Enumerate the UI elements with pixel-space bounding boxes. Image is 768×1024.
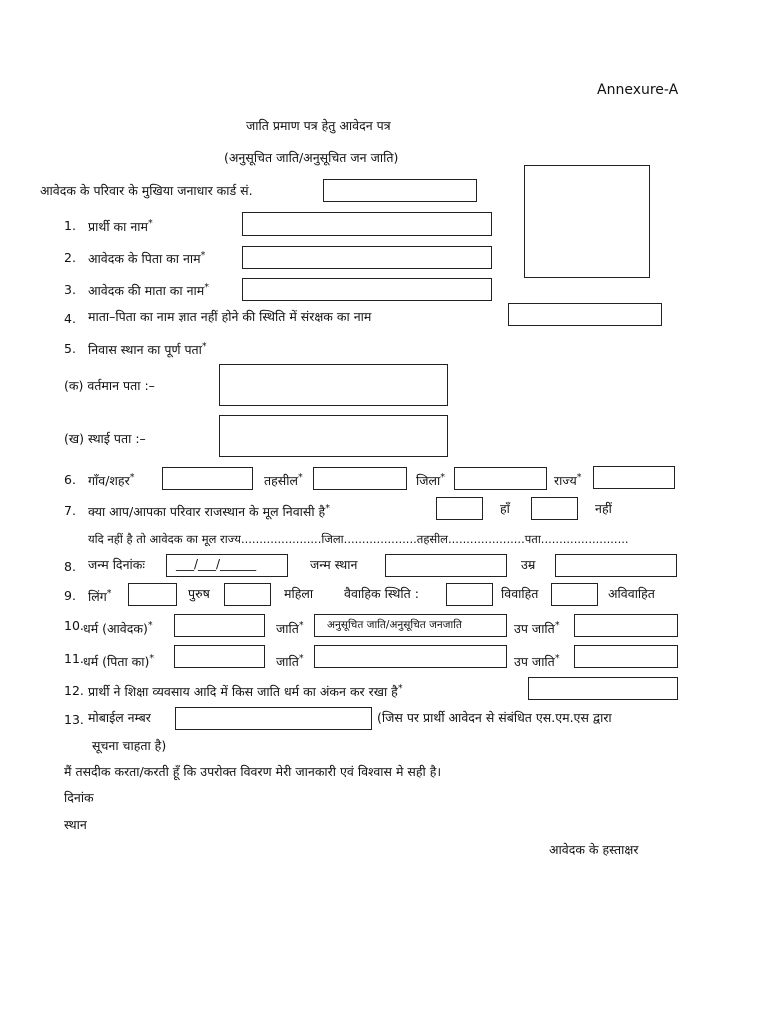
applicant-name-input[interactable] [242,212,492,236]
state-label: राज्य* [554,472,582,489]
district-label: जिला* [416,472,445,489]
native-state-line: यदि नहीं है तो आवेदक का मूल राज्य......................जिला....................तहसील.....................पता........................ [88,532,629,546]
subcaste-father-input[interactable] [574,645,678,668]
gender-label: लिंग* [88,588,112,605]
item-number-12: 12. [64,683,84,698]
father-name-input[interactable] [242,246,492,269]
mother-name-label: आवेदक की माता का नाम* [88,282,210,299]
current-address-label: (क) वर्तमान पता :– [64,378,155,393]
item-number-9: 9. [64,588,76,603]
item-number-5: 5. [64,341,76,356]
current-address-input[interactable] [219,364,448,406]
applicant-name-label: प्रार्थी का नाम* [88,218,153,235]
birthplace-input[interactable] [385,554,507,577]
religion-label: धर्म (आवेदक)* [83,620,153,637]
janaadhar-label: आवेदक के परिवार के मुखिया जनाधार कार्ड सं. [40,183,253,198]
subcaste-input[interactable] [574,614,678,637]
place-label: स्थान [64,817,87,832]
marital-status-label: वैवाहिक स्थिति : [344,586,419,601]
declaration-text: मैं तसदीक करता/करती हूँ कि उपरोक्त विवरण मेरी जानकारी एवं विश्वास मे सही है। [64,764,442,779]
married-label: विवाहित [501,586,539,601]
native-yes-label: हाँ [500,501,510,516]
village-label: गाँव/शहर* [88,472,135,489]
item-number-4: 4. [64,311,76,326]
item-number-3: 3. [64,282,76,297]
mobile-note-line2: सूचना चाहता है) [92,738,167,753]
date-label: दिनांक [64,790,94,805]
native-question-label: क्या आप/आपका परिवार राजस्थान के मूल निवासी है* [88,503,330,520]
permanent-address-input[interactable] [219,415,448,457]
caste-select[interactable] [314,614,507,637]
tehsil-input[interactable] [313,467,407,490]
native-no-label: नहीं [595,501,612,516]
tehsil-label: तहसील* [264,472,303,489]
annexure-label: Annexure-A [597,82,679,98]
gender-male-box[interactable] [128,583,177,606]
religion-father-label: धर्म (पिता का)* [83,653,155,670]
mobile-label: मोबाईल नम्बर [88,710,151,725]
item-number-8: 8. [64,559,76,574]
permanent-address-label: (ख) स्थाई पता :– [64,431,146,446]
dob-input[interactable] [166,554,288,577]
birthplace-label: जन्म स्थान [310,557,358,572]
item-number-1: 1. [64,218,76,233]
form-title: जाति प्रमाण पत्र हेतु आवेदन पत्र [246,118,391,133]
janaadhar-input[interactable] [323,179,477,202]
district-input[interactable] [454,467,547,490]
native-yes-box[interactable] [436,497,483,520]
father-name-label: आवेदक के पिता का नाम* [88,250,206,267]
item-number-10: 10. [64,618,84,633]
caste-recorded-input[interactable] [528,677,678,700]
caste-recorded-label: प्रार्थी ने शिक्षा व्यवसाय आदि में किस जाति धर्म का अंकन कर रखा है* [88,683,403,700]
native-no-box[interactable] [531,497,578,520]
item-number-13: 13. [64,712,84,727]
mobile-input[interactable] [175,707,372,730]
mother-name-input[interactable] [242,278,492,301]
full-address-label: निवास स्थान का पूर्ण पता* [88,341,207,358]
gender-female-box[interactable] [224,583,271,606]
guardian-name-label: माता–पिता का नाम ज्ञात नहीं होने की स्थिति में संरक्षक का नाम [88,309,372,324]
item-number-6: 6. [64,472,76,487]
gender-male-label: पुरुष [188,586,210,601]
religion-input[interactable] [174,614,265,637]
village-input[interactable] [162,467,253,490]
dob-label: जन्म दिनांकः [88,557,145,572]
signature-label: आवेदक के हस्ताक्षर [549,842,639,857]
caste-label: जाति* [276,620,304,637]
item-number-7: 7. [64,503,76,518]
unmarried-label: अविवाहित [608,586,655,601]
subcaste-father-label: उप जाति* [514,653,560,670]
dob-placeholder: ___/___/______ [176,557,257,571]
form-subtitle: (अनुसूचित जाति/अनुसूचित जन जाति) [224,150,399,165]
state-input[interactable] [593,466,675,489]
item-number-2: 2. [64,250,76,265]
mobile-note-line1: (जिस पर प्रार्थी आवेदन से संबंधित एस.एम.एस द्वारा [377,710,612,725]
gender-female-label: महिला [284,586,314,601]
age-label: उम्र [521,557,536,572]
subcaste-label: उप जाति* [514,620,560,637]
age-input[interactable] [555,554,677,577]
caste-father-input[interactable] [314,645,507,668]
unmarried-box[interactable] [551,583,598,606]
married-box[interactable] [446,583,493,606]
guardian-name-input[interactable] [508,303,662,326]
religion-father-input[interactable] [174,645,265,668]
caste-value: अनुसूचित जाति/अनुसूचित जनजाति [327,619,462,631]
item-number-11: 11. [64,651,84,666]
photo-box[interactable] [524,165,650,278]
caste-father-label: जाति* [276,653,304,670]
